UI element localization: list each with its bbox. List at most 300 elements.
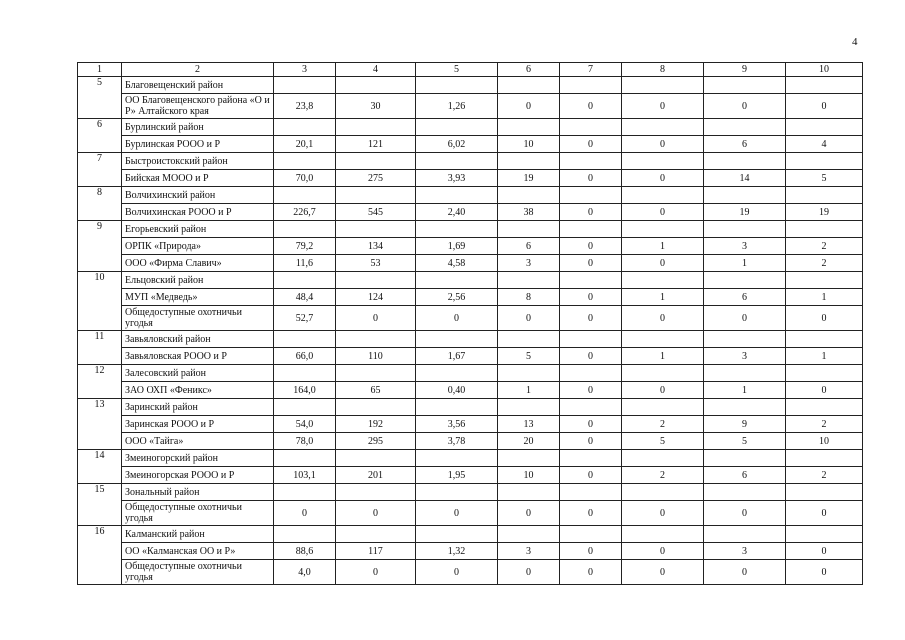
value-cell: 65 — [336, 382, 416, 399]
value-cell: 10 — [498, 136, 560, 153]
empty-cell — [416, 119, 498, 136]
value-cell: 0 — [560, 467, 622, 484]
organization-name: ОО Благовещенского района «О и Р» Алтайского края — [122, 94, 274, 119]
empty-cell — [622, 365, 704, 382]
value-cell: 0 — [704, 306, 786, 331]
value-cell: 1,69 — [416, 238, 498, 255]
district-row — [78, 331, 863, 348]
district-row — [78, 119, 863, 136]
empty-cell — [336, 526, 416, 543]
value-cell: 3 — [704, 543, 786, 560]
value-cell: 78,0 — [274, 433, 336, 450]
header-cell: 9 — [704, 63, 786, 77]
value-cell: 121 — [336, 136, 416, 153]
empty-cell — [786, 119, 863, 136]
header-cell: 1 — [78, 63, 122, 77]
value-cell: 201 — [336, 467, 416, 484]
empty-cell — [786, 331, 863, 348]
value-cell: 0 — [560, 255, 622, 272]
value-cell: 6,02 — [416, 136, 498, 153]
empty-cell — [622, 450, 704, 467]
empty-cell — [416, 450, 498, 467]
empty-cell — [622, 484, 704, 501]
value-cell: 0 — [622, 382, 704, 399]
value-cell: 19 — [786, 204, 863, 221]
value-cell: 3 — [498, 255, 560, 272]
value-cell: 0 — [274, 501, 336, 526]
empty-cell — [560, 187, 622, 204]
district-name: Благовещенский район — [122, 77, 274, 94]
value-cell: 226,7 — [274, 204, 336, 221]
table-row — [78, 382, 863, 399]
value-cell: 2 — [786, 467, 863, 484]
table-row — [78, 238, 863, 255]
district-row — [78, 272, 863, 289]
empty-cell — [336, 365, 416, 382]
table-row — [78, 543, 863, 560]
empty-cell — [560, 365, 622, 382]
empty-cell — [704, 526, 786, 543]
organization-name: Бурлинская РООО и Р — [122, 136, 274, 153]
value-cell: 0 — [786, 94, 863, 119]
organization-name: Завьяловская РООО и Р — [122, 348, 274, 365]
empty-cell — [786, 526, 863, 543]
district-name: Завьяловский район — [122, 331, 274, 348]
value-cell: 1 — [786, 289, 863, 306]
row-number: 6 — [78, 119, 122, 153]
empty-cell — [560, 526, 622, 543]
empty-cell — [336, 450, 416, 467]
empty-cell — [416, 399, 498, 416]
value-cell: 0 — [336, 306, 416, 331]
value-cell: 9 — [704, 416, 786, 433]
organization-name: МУП «Медведь» — [122, 289, 274, 306]
empty-cell — [416, 221, 498, 238]
value-cell: 1,32 — [416, 543, 498, 560]
organization-name: Общедоступные охотничьи угодья — [122, 306, 274, 331]
value-cell: 2,56 — [416, 289, 498, 306]
empty-cell — [498, 221, 560, 238]
table-row — [78, 501, 863, 526]
district-row — [78, 221, 863, 238]
empty-cell — [560, 153, 622, 170]
empty-cell — [498, 119, 560, 136]
value-cell: 2 — [622, 416, 704, 433]
value-cell: 4,0 — [274, 560, 336, 585]
empty-cell — [498, 365, 560, 382]
value-cell: 88,6 — [274, 543, 336, 560]
value-cell: 164,0 — [274, 382, 336, 399]
row-number: 7 — [78, 153, 122, 187]
value-cell: 1 — [622, 289, 704, 306]
empty-cell — [498, 187, 560, 204]
value-cell: 0 — [622, 306, 704, 331]
value-cell: 53 — [336, 255, 416, 272]
value-cell: 0 — [560, 501, 622, 526]
empty-cell — [498, 331, 560, 348]
empty-cell — [704, 119, 786, 136]
header-cell: 10 — [786, 63, 863, 77]
value-cell: 0 — [560, 433, 622, 450]
value-cell: 79,2 — [274, 238, 336, 255]
row-number: 13 — [78, 399, 122, 450]
table-row — [78, 170, 863, 187]
value-cell: 295 — [336, 433, 416, 450]
empty-cell — [416, 153, 498, 170]
empty-cell — [786, 221, 863, 238]
header-cell: 7 — [560, 63, 622, 77]
value-cell: 4 — [786, 136, 863, 153]
value-cell: 10 — [498, 467, 560, 484]
value-cell: 6 — [704, 289, 786, 306]
empty-cell — [274, 221, 336, 238]
district-name: Быстроистокский район — [122, 153, 274, 170]
value-cell: 1 — [622, 348, 704, 365]
district-name: Бурлинский район — [122, 119, 274, 136]
empty-cell — [274, 399, 336, 416]
empty-cell — [786, 450, 863, 467]
district-row — [78, 153, 863, 170]
value-cell: 545 — [336, 204, 416, 221]
empty-cell — [560, 272, 622, 289]
empty-cell — [274, 77, 336, 94]
value-cell: 0 — [560, 382, 622, 399]
organization-name: ОО «Калманская ОО и Р» — [122, 543, 274, 560]
value-cell: 0 — [498, 501, 560, 526]
empty-cell — [622, 187, 704, 204]
empty-cell — [274, 526, 336, 543]
empty-cell — [622, 221, 704, 238]
table-body — [78, 63, 863, 585]
value-cell: 5 — [622, 433, 704, 450]
empty-cell — [622, 153, 704, 170]
empty-cell — [704, 221, 786, 238]
value-cell: 0 — [560, 348, 622, 365]
empty-cell — [622, 331, 704, 348]
value-cell: 2,40 — [416, 204, 498, 221]
value-cell: 124 — [336, 289, 416, 306]
value-cell: 0 — [622, 204, 704, 221]
district-row — [78, 526, 863, 543]
empty-cell — [704, 153, 786, 170]
value-cell: 10 — [786, 433, 863, 450]
value-cell: 70,0 — [274, 170, 336, 187]
empty-cell — [498, 526, 560, 543]
row-number: 10 — [78, 272, 122, 331]
row-number: 9 — [78, 221, 122, 272]
empty-cell — [704, 331, 786, 348]
organization-name: Бийская МООО и Р — [122, 170, 274, 187]
value-cell: 38 — [498, 204, 560, 221]
table-row — [78, 416, 863, 433]
value-cell: 0 — [786, 382, 863, 399]
empty-cell — [786, 77, 863, 94]
value-cell: 0,40 — [416, 382, 498, 399]
empty-cell — [498, 272, 560, 289]
empty-cell — [336, 272, 416, 289]
table-row — [78, 136, 863, 153]
value-cell: 0 — [704, 501, 786, 526]
organization-name: ООО «Тайга» — [122, 433, 274, 450]
district-row — [78, 77, 863, 94]
value-cell: 11,6 — [274, 255, 336, 272]
value-cell: 1 — [704, 255, 786, 272]
value-cell: 3 — [704, 348, 786, 365]
value-cell: 0 — [622, 170, 704, 187]
empty-cell — [498, 77, 560, 94]
empty-cell — [622, 119, 704, 136]
value-cell: 134 — [336, 238, 416, 255]
empty-cell — [622, 272, 704, 289]
empty-cell — [336, 153, 416, 170]
empty-cell — [786, 187, 863, 204]
empty-cell — [416, 272, 498, 289]
empty-cell — [336, 119, 416, 136]
empty-cell — [416, 77, 498, 94]
value-cell: 1,26 — [416, 94, 498, 119]
empty-cell — [704, 187, 786, 204]
organization-name: Змеиногорская РООО и Р — [122, 467, 274, 484]
value-cell: 2 — [786, 255, 863, 272]
value-cell: 2 — [786, 416, 863, 433]
value-cell: 0 — [560, 170, 622, 187]
organization-name: Общедоступные охотничьи угодья — [122, 560, 274, 585]
empty-cell — [274, 484, 336, 501]
value-cell: 1,67 — [416, 348, 498, 365]
empty-cell — [622, 526, 704, 543]
empty-cell — [274, 365, 336, 382]
value-cell: 30 — [336, 94, 416, 119]
empty-cell — [274, 119, 336, 136]
organization-name: ООО «Фирма Славич» — [122, 255, 274, 272]
value-cell: 0 — [622, 501, 704, 526]
page-number: 4 — [852, 36, 858, 48]
empty-cell — [498, 484, 560, 501]
district-name: Змеиногорский район — [122, 450, 274, 467]
empty-cell — [498, 399, 560, 416]
value-cell: 19 — [498, 170, 560, 187]
table-row — [78, 94, 863, 119]
header-cell: 8 — [622, 63, 704, 77]
empty-cell — [498, 153, 560, 170]
value-cell: 2 — [622, 467, 704, 484]
value-cell: 0 — [704, 94, 786, 119]
value-cell: 6 — [704, 467, 786, 484]
district-name: Егорьевский район — [122, 221, 274, 238]
value-cell: 0 — [622, 136, 704, 153]
value-cell: 6 — [704, 136, 786, 153]
empty-cell — [560, 221, 622, 238]
empty-cell — [704, 365, 786, 382]
value-cell: 0 — [336, 501, 416, 526]
empty-cell — [274, 153, 336, 170]
value-cell: 3,56 — [416, 416, 498, 433]
empty-cell — [336, 399, 416, 416]
value-cell: 110 — [336, 348, 416, 365]
value-cell: 275 — [336, 170, 416, 187]
value-cell: 103,1 — [274, 467, 336, 484]
row-number: 11 — [78, 331, 122, 365]
value-cell: 0 — [560, 136, 622, 153]
value-cell: 0 — [560, 238, 622, 255]
value-cell: 66,0 — [274, 348, 336, 365]
value-cell: 0 — [560, 416, 622, 433]
value-cell: 0 — [560, 94, 622, 119]
value-cell: 0 — [786, 543, 863, 560]
value-cell: 0 — [622, 94, 704, 119]
empty-cell — [786, 153, 863, 170]
row-number: 16 — [78, 526, 122, 585]
value-cell: 2 — [786, 238, 863, 255]
value-cell: 0 — [786, 306, 863, 331]
value-cell: 19 — [704, 204, 786, 221]
value-cell: 23,8 — [274, 94, 336, 119]
district-row — [78, 365, 863, 382]
row-number: 5 — [78, 77, 122, 119]
value-cell: 3,93 — [416, 170, 498, 187]
value-cell: 0 — [416, 501, 498, 526]
value-cell: 5 — [498, 348, 560, 365]
district-name: Залесовский район — [122, 365, 274, 382]
organization-name: Заринская РООО и Р — [122, 416, 274, 433]
table-row — [78, 289, 863, 306]
district-name: Заринский район — [122, 399, 274, 416]
table-row — [78, 433, 863, 450]
value-cell: 0 — [560, 204, 622, 221]
value-cell: 0 — [786, 560, 863, 585]
empty-cell — [622, 399, 704, 416]
value-cell: 13 — [498, 416, 560, 433]
empty-cell — [704, 450, 786, 467]
value-cell: 0 — [498, 560, 560, 585]
district-name: Зональный район — [122, 484, 274, 501]
table-row — [78, 306, 863, 331]
empty-cell — [622, 77, 704, 94]
empty-cell — [704, 272, 786, 289]
organization-name: ЗАО ОХП «Феникс» — [122, 382, 274, 399]
empty-cell — [560, 119, 622, 136]
empty-cell — [786, 484, 863, 501]
district-name: Калманский район — [122, 526, 274, 543]
empty-cell — [560, 399, 622, 416]
empty-cell — [274, 272, 336, 289]
value-cell: 1 — [704, 382, 786, 399]
header-cell: 6 — [498, 63, 560, 77]
value-cell: 48,4 — [274, 289, 336, 306]
empty-cell — [786, 399, 863, 416]
empty-cell — [416, 484, 498, 501]
value-cell: 14 — [704, 170, 786, 187]
district-name: Ельцовский район — [122, 272, 274, 289]
value-cell: 1 — [622, 238, 704, 255]
value-cell: 54,0 — [274, 416, 336, 433]
value-cell: 0 — [622, 543, 704, 560]
empty-cell — [560, 77, 622, 94]
organization-name: Общедоступные охотничьи угодья — [122, 501, 274, 526]
row-number: 8 — [78, 187, 122, 221]
value-cell: 0 — [560, 289, 622, 306]
empty-cell — [704, 77, 786, 94]
table-row — [78, 348, 863, 365]
empty-cell — [498, 450, 560, 467]
value-cell: 0 — [560, 543, 622, 560]
value-cell: 192 — [336, 416, 416, 433]
header-cell: 2 — [122, 63, 274, 77]
empty-cell — [704, 399, 786, 416]
header-row — [78, 63, 863, 77]
table-row — [78, 255, 863, 272]
value-cell: 0 — [416, 306, 498, 331]
empty-cell — [274, 331, 336, 348]
value-cell: 20,1 — [274, 136, 336, 153]
value-cell: 0 — [704, 560, 786, 585]
table-row — [78, 560, 863, 585]
value-cell: 52,7 — [274, 306, 336, 331]
value-cell: 0 — [622, 560, 704, 585]
value-cell: 3 — [704, 238, 786, 255]
header-cell: 3 — [274, 63, 336, 77]
value-cell: 0 — [336, 560, 416, 585]
value-cell: 0 — [786, 501, 863, 526]
empty-cell — [336, 77, 416, 94]
value-cell: 3 — [498, 543, 560, 560]
value-cell: 1,95 — [416, 467, 498, 484]
empty-cell — [336, 331, 416, 348]
district-name: Волчихинский район — [122, 187, 274, 204]
district-row — [78, 450, 863, 467]
district-row — [78, 484, 863, 501]
value-cell: 1 — [498, 382, 560, 399]
header-cell: 4 — [336, 63, 416, 77]
value-cell: 0 — [416, 560, 498, 585]
empty-cell — [416, 526, 498, 543]
row-number: 14 — [78, 450, 122, 484]
empty-cell — [336, 187, 416, 204]
value-cell: 0 — [622, 255, 704, 272]
value-cell: 3,78 — [416, 433, 498, 450]
district-row — [78, 399, 863, 416]
empty-cell — [560, 331, 622, 348]
empty-cell — [786, 272, 863, 289]
value-cell: 5 — [786, 170, 863, 187]
row-number: 12 — [78, 365, 122, 399]
organization-name: ОРПК «Природа» — [122, 238, 274, 255]
table-row — [78, 467, 863, 484]
value-cell: 0 — [560, 560, 622, 585]
header-cell: 5 — [416, 63, 498, 77]
value-cell: 1 — [786, 348, 863, 365]
table-row — [78, 204, 863, 221]
empty-cell — [786, 365, 863, 382]
hunting-grounds-table — [77, 62, 863, 585]
empty-cell — [416, 187, 498, 204]
value-cell: 20 — [498, 433, 560, 450]
value-cell: 0 — [498, 306, 560, 331]
district-row — [78, 187, 863, 204]
empty-cell — [336, 484, 416, 501]
empty-cell — [416, 331, 498, 348]
value-cell: 8 — [498, 289, 560, 306]
value-cell: 6 — [498, 238, 560, 255]
empty-cell — [274, 450, 336, 467]
value-cell: 0 — [498, 94, 560, 119]
empty-cell — [560, 450, 622, 467]
empty-cell — [336, 221, 416, 238]
value-cell: 4,58 — [416, 255, 498, 272]
value-cell: 0 — [560, 306, 622, 331]
empty-cell — [274, 187, 336, 204]
organization-name: Волчихинская РООО и Р — [122, 204, 274, 221]
